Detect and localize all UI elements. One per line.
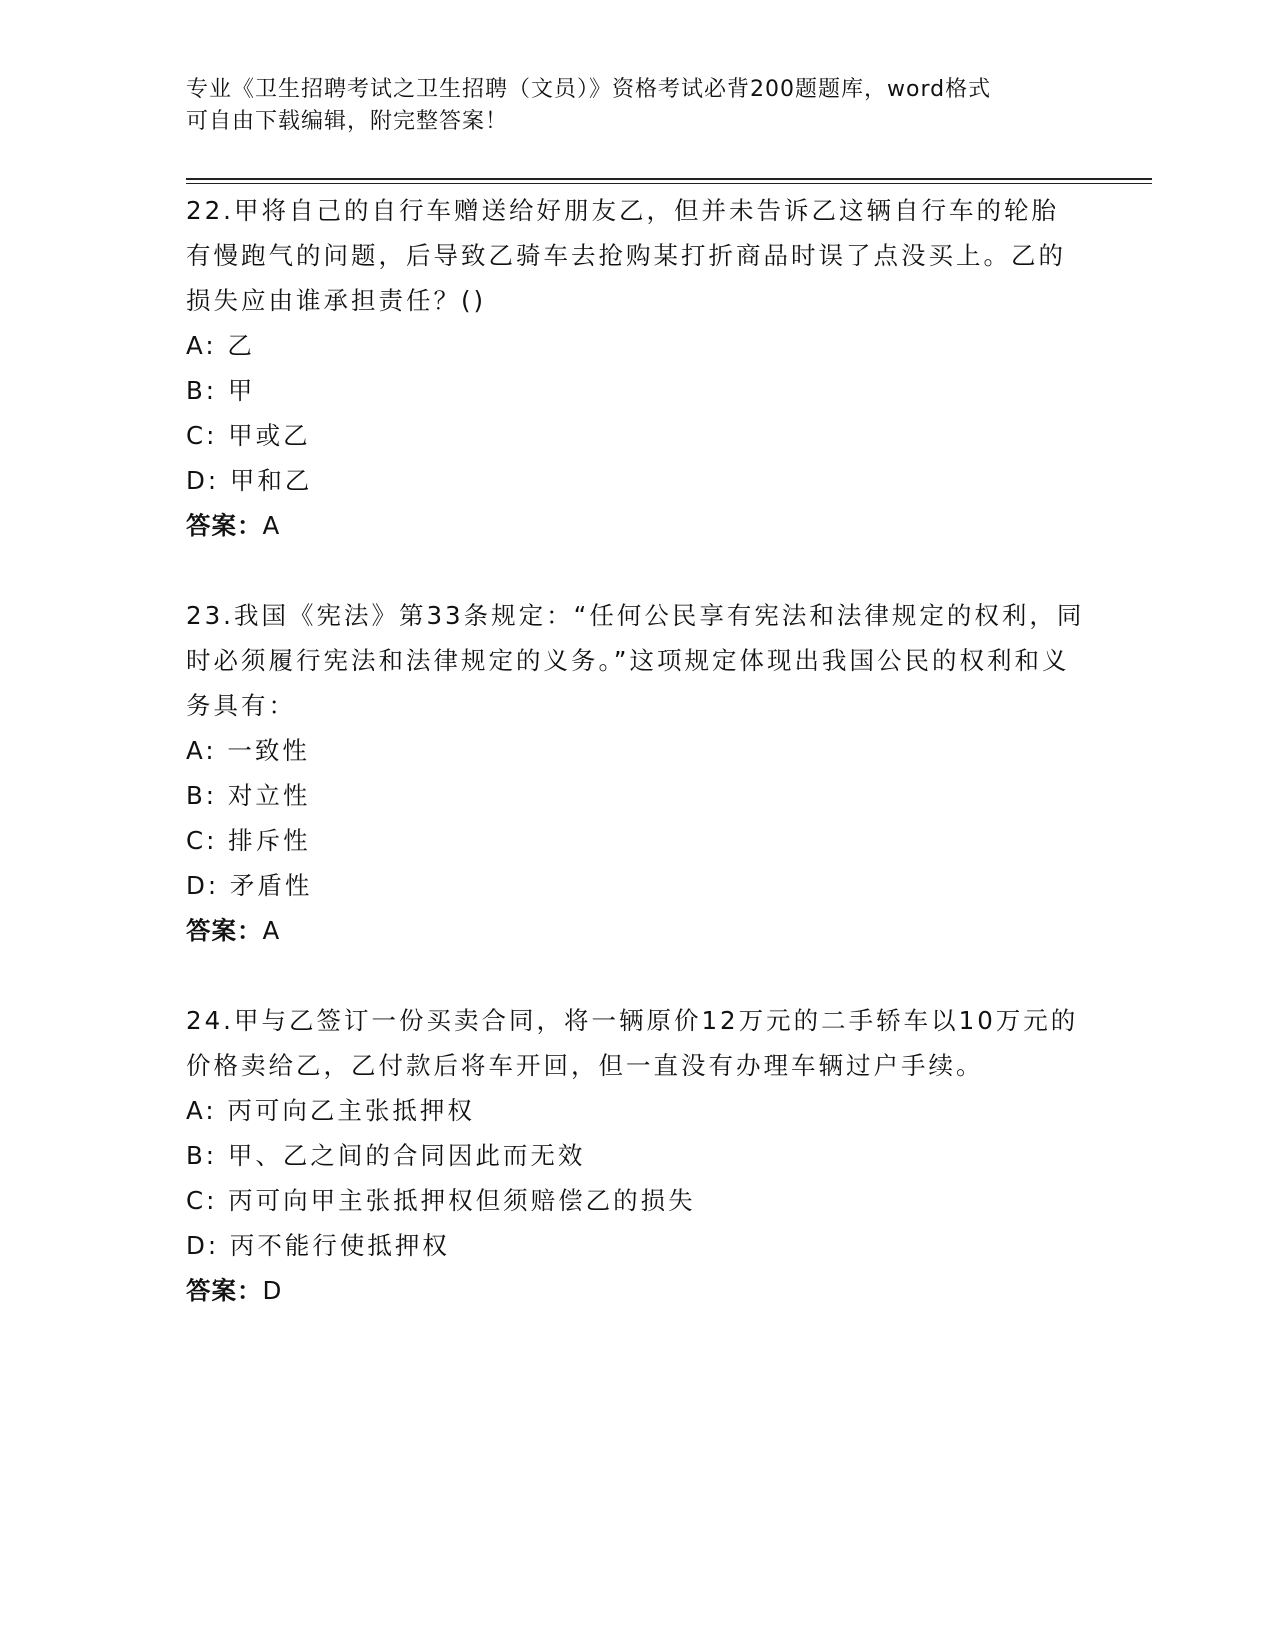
answer-label: 答案： (186, 1276, 263, 1305)
option-a: A: 丙可向乙主张抵押权 (186, 1096, 475, 1125)
option-b: B: 甲 (186, 376, 256, 405)
answer-line (186, 503, 1086, 548)
question-text: 24.甲与乙签订一份买卖合同，将一辆原价12万元的二手轿车以10万元的价格卖给乙，乙付款后将车开回，但一直没有办理车辆过户手续。 (186, 1006, 1079, 1080)
option-d: D: 甲和乙 (186, 466, 313, 495)
header-title-line-1: 专业《卫生招聘考试之卫生招聘（文员）》资格考试必背200题题库，word格式 (186, 77, 992, 102)
option-c: C: 丙可向甲主张抵押权但须赔偿乙的损失 (186, 1186, 696, 1215)
answer-line (186, 1268, 1086, 1313)
question-list (186, 188, 1086, 1358)
option-d: D: 矛盾性 (186, 871, 313, 900)
answer-value: A (262, 916, 281, 945)
answer-label: 答案： (186, 916, 263, 945)
answer-value: A (262, 511, 281, 540)
answer-label: 答案： (186, 511, 263, 540)
question-23 (186, 593, 1086, 953)
option-a: A: 乙 (186, 331, 255, 360)
option-c: C: 排斥性 (186, 826, 311, 855)
option-a: A: 一致性 (186, 736, 310, 765)
option-b: B: 对立性 (186, 781, 311, 810)
question-text: 22.甲将自己的自行车赠送给好朋友乙，但并未告诉乙这辆自行车的轮胎有慢跑气的问题，后导致乙骑车去抢购某打折商品时误了点没买上。乙的损失应由谁承担责任？() (186, 196, 1066, 315)
question-24 (186, 998, 1086, 1313)
option-b: B: 甲、乙之间的合同因此而无效 (186, 1141, 586, 1170)
header-divider-thick (186, 178, 1152, 180)
header-title-line-2: 可自由下载编辑，附完整答案！ (186, 109, 509, 134)
question-22 (186, 188, 1086, 548)
answer-value: D (262, 1276, 283, 1305)
answer-line (186, 908, 1086, 953)
document-header (186, 74, 1066, 138)
option-d: D: 丙不能行使抵押权 (186, 1231, 450, 1260)
question-text: 23.我国《宪法》第33条规定：“任何公民享有宪法和法律规定的权利，同时必须履行宪法和法律规定的义务。”这项规定体现出我国公民的权利和义务具有： (186, 601, 1085, 720)
header-divider-thin (186, 183, 1152, 184)
option-c: C: 甲或乙 (186, 421, 311, 450)
